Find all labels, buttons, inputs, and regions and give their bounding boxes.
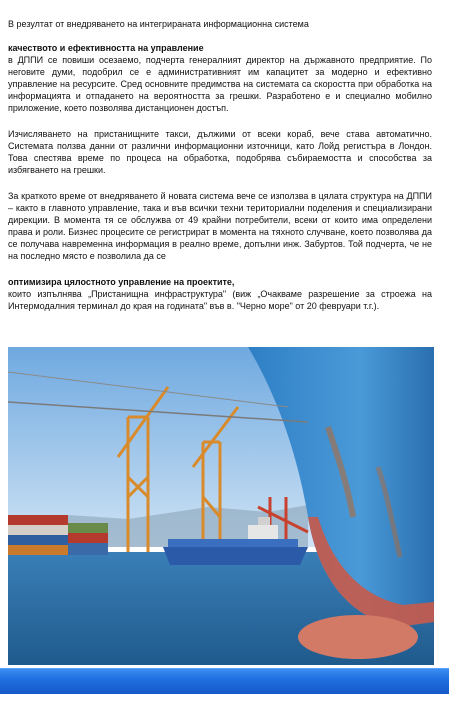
paragraph-structure: За краткото време от внедряването й новата система вече се използва в цялата структура на ДППИ – както в главното управление, така и във всички техни териториални поделения и специализирани дирекции. В момента тя се обслужва от 49 крайни потребители, всеки от които има определени права и роли. Бизнес процесите се регистрират в момента на тяхното случване, което позволява да се получава навременна информация в реално време, допълни инж. Забуртов. Той подчерта, че не на последно място е позволила да се [8, 191, 432, 261]
bottom-strip [0, 694, 449, 702]
section1-heading: качеството и ефективността на управление [8, 43, 204, 53]
article-intro: В резултат от внедряването на интегрираната информационна система [8, 19, 309, 29]
paragraph-fees: Изчисляването на пристанищните такси, дължими от всеки кораб, вече става автоматично. Системата ползва данни от различни информационни източници, като Лойд регистъра в Лондон. Това спестява време по процеса на обработка, подобрява събираемостта и способства за избягването на грешки. [8, 129, 432, 175]
taskbar [0, 668, 449, 695]
port-ship-photo [8, 347, 434, 665]
section2-heading: оптимизира цялостното управление на проектите, [8, 277, 235, 287]
section2-text: които изпълнява „Пристанищна инфраструктура" (виж „Очакваме разрешение за строежа на Интермодалния терминал до края на годината" във в. "Черно море" от 20 февруари т.г.). [8, 289, 432, 311]
section1-text: в ДППИ се повиши осезаемо, подчерта генералният директор на държавното предприятие. По неговите думи, подобрил се е административният им капацитет за модерно и ефективно управление на ресурсите. Сред основните предимства на системата са скоростта при обработка на информацията и отпадането на вероятността за грешки. Разработено е и специално мобилно приложение, което позволява дистанционен достъп. [8, 55, 432, 113]
article-body [8, 18, 432, 312]
